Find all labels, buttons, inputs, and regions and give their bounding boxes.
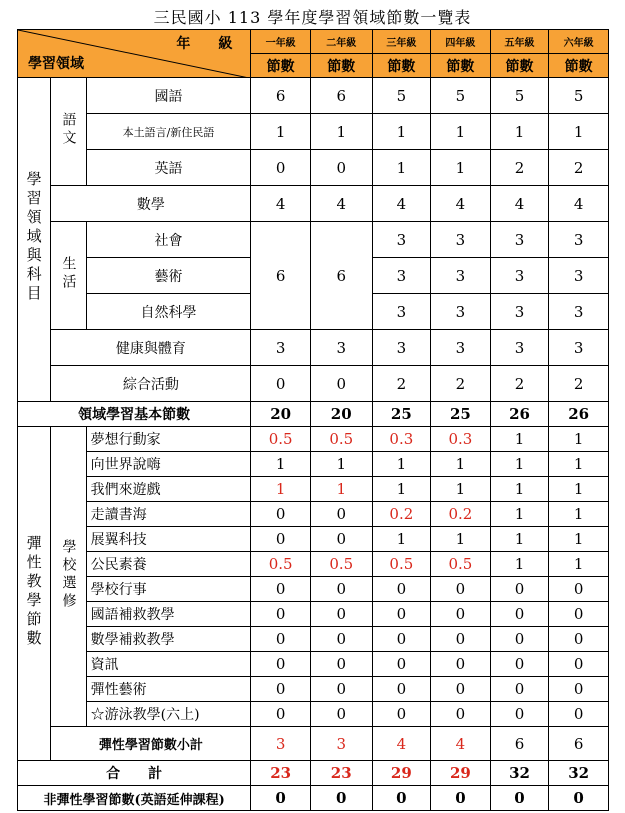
row-flex-3 xyxy=(18,502,609,527)
cell: 26 xyxy=(549,402,609,427)
cell: 2 xyxy=(372,366,431,402)
cell: 0 xyxy=(251,627,311,652)
cell: 0.5 xyxy=(251,552,311,577)
row-flex-1 xyxy=(18,452,609,477)
cell: 1 xyxy=(490,552,549,577)
unit-header-1: 節數 xyxy=(251,54,311,78)
row-zonghe xyxy=(18,366,609,402)
row-bentu xyxy=(18,114,609,150)
cell: 0.5 xyxy=(310,552,372,577)
cell: 0 xyxy=(549,577,609,602)
flex-course-name: 數學補救教學 xyxy=(86,627,251,652)
cell: 0 xyxy=(549,702,609,727)
cell: 0 xyxy=(431,677,491,702)
cell: 0 xyxy=(310,527,372,552)
grand-total-label: 合 計 xyxy=(18,761,251,786)
cell: 1 xyxy=(310,477,372,502)
cell: 1 xyxy=(251,452,311,477)
cell: 0 xyxy=(251,502,311,527)
cell: 0 xyxy=(431,652,491,677)
flex-course-name: 學校行事 xyxy=(86,577,251,602)
cell: 0 xyxy=(372,577,431,602)
cell: 1 xyxy=(549,114,609,150)
flex-course-name: 走讀書海 xyxy=(86,502,251,527)
cell: 5 xyxy=(490,78,549,114)
cell: 0 xyxy=(251,150,311,186)
cell: 3 xyxy=(431,222,491,258)
flex-course-name: 資訊 xyxy=(86,652,251,677)
row-flex-2 xyxy=(18,477,609,502)
cell: 0 xyxy=(549,627,609,652)
cell: 0 xyxy=(310,627,372,652)
cell: 3 xyxy=(490,222,549,258)
cell: 0 xyxy=(310,677,372,702)
page-title: 三民國小 113 學年度學習領域節數一覽表 xyxy=(153,8,472,27)
subject-name: 綜合活動 xyxy=(51,366,251,402)
cell: 3 xyxy=(490,258,549,294)
cell: 0 xyxy=(251,786,311,811)
cell: 5 xyxy=(549,78,609,114)
cell: 0 xyxy=(251,366,311,402)
cell: 0 xyxy=(372,786,431,811)
cell: 3 xyxy=(431,258,491,294)
row-flex-8 xyxy=(18,627,609,652)
grade-4-header: 四年級 xyxy=(431,30,491,54)
cell: 4 xyxy=(372,727,431,761)
cell: 1 xyxy=(490,502,549,527)
cell: 0.5 xyxy=(251,427,311,452)
cell: 6 xyxy=(490,727,549,761)
cell: 0 xyxy=(431,602,491,627)
row-flex-11 xyxy=(18,702,609,727)
flex-course-name: 展翼科技 xyxy=(86,527,251,552)
cell: 3 xyxy=(251,727,311,761)
grade-1-header: 一年級 xyxy=(251,30,311,54)
row-nonflex xyxy=(18,786,609,811)
cell: 1 xyxy=(549,427,609,452)
basic-total-label: 領域學習基本節數 xyxy=(18,402,251,427)
subject-name: 本土語言/新住民語 xyxy=(86,114,251,150)
cell: 3 xyxy=(490,330,549,366)
cell: 1 xyxy=(431,477,491,502)
cell: 4 xyxy=(549,186,609,222)
cell: 6 xyxy=(251,78,311,114)
cell: 0 xyxy=(372,677,431,702)
subject-name: 國語 xyxy=(86,78,251,114)
cell: 20 xyxy=(310,402,372,427)
cell: 1 xyxy=(490,477,549,502)
cell: 0 xyxy=(490,652,549,677)
cell: 1 xyxy=(549,452,609,477)
cell: 0 xyxy=(490,577,549,602)
cell: 0 xyxy=(431,627,491,652)
cell: 1 xyxy=(372,477,431,502)
cell: 0 xyxy=(251,527,311,552)
grade-6-header: 六年級 xyxy=(549,30,609,54)
subject-name: 自然科學 xyxy=(86,294,251,330)
cell: 0 xyxy=(549,786,609,811)
cell: 29 xyxy=(431,761,491,786)
flex-course-name: 我們來遊戲 xyxy=(86,477,251,502)
subject-name: 藝術 xyxy=(86,258,251,294)
cell: 0 xyxy=(431,786,491,811)
cell: 1 xyxy=(431,452,491,477)
cell: 4 xyxy=(372,186,431,222)
cell: 3 xyxy=(310,330,372,366)
flex-course-name: ☆游泳教學(六上) xyxy=(86,702,251,727)
row-flex-7 xyxy=(18,602,609,627)
cell: 1 xyxy=(431,114,491,150)
cell: 20 xyxy=(251,402,311,427)
cell: 1 xyxy=(549,477,609,502)
cell: 0 xyxy=(251,577,311,602)
cell: 3 xyxy=(431,330,491,366)
row-flex-0 xyxy=(18,427,609,452)
school-elective-label: 學校選修 xyxy=(51,427,86,727)
cell: 1 xyxy=(549,527,609,552)
row-flex-6 xyxy=(18,577,609,602)
cell: 6 xyxy=(310,78,372,114)
cell: 1 xyxy=(549,552,609,577)
cell: 0.2 xyxy=(372,502,431,527)
cell: 3 xyxy=(372,258,431,294)
cell: 23 xyxy=(251,761,311,786)
cell: 0 xyxy=(310,150,372,186)
unit-header-5: 節數 xyxy=(490,54,549,78)
cell: 1 xyxy=(310,452,372,477)
cell: 5 xyxy=(431,78,491,114)
cell: 4 xyxy=(490,186,549,222)
row-flex-subtotal xyxy=(18,727,609,761)
row-yingyu xyxy=(18,150,609,186)
schedule-table xyxy=(17,29,609,811)
domain-corner-label: 學習領域 xyxy=(28,56,84,72)
cell: 0 xyxy=(372,702,431,727)
cell: 1 xyxy=(549,502,609,527)
cell: 1 xyxy=(490,527,549,552)
cell: 0 xyxy=(490,627,549,652)
cell: 0.3 xyxy=(372,427,431,452)
cell: 5 xyxy=(372,78,431,114)
cell: 1 xyxy=(372,527,431,552)
grade-corner-label: 年 級 xyxy=(176,36,233,52)
cell: 1 xyxy=(310,114,372,150)
flex-group-label: 彈性教學節數 xyxy=(18,427,51,761)
cell: 0 xyxy=(549,652,609,677)
row-flex-10 xyxy=(18,677,609,702)
row-flex-5 xyxy=(18,552,609,577)
language-label: 語文 xyxy=(51,78,86,186)
cell: 3 xyxy=(549,222,609,258)
cell: 23 xyxy=(310,761,372,786)
header-corner xyxy=(18,30,251,78)
cell: 0 xyxy=(310,702,372,727)
cell: 26 xyxy=(490,402,549,427)
cell: 4 xyxy=(310,186,372,222)
cell: 0 xyxy=(490,702,549,727)
cell: 2 xyxy=(549,150,609,186)
cell: 0 xyxy=(310,786,372,811)
cell: 0 xyxy=(251,652,311,677)
cell: 0 xyxy=(310,577,372,602)
cell: 6 xyxy=(549,727,609,761)
cell: 1 xyxy=(490,114,549,150)
cell: 3 xyxy=(372,222,431,258)
header-row-grades xyxy=(18,30,609,54)
cell: 32 xyxy=(549,761,609,786)
cell: 0 xyxy=(310,502,372,527)
grade-2-header: 二年級 xyxy=(310,30,372,54)
cell: 0 xyxy=(310,602,372,627)
unit-header-6: 節數 xyxy=(549,54,609,78)
row-grand-total xyxy=(18,761,609,786)
row-shehui xyxy=(18,222,609,258)
unit-header-4: 節數 xyxy=(431,54,491,78)
cell: 4 xyxy=(431,727,491,761)
flex-course-name: 彈性藝術 xyxy=(86,677,251,702)
cell: 3 xyxy=(372,294,431,330)
cell: 0 xyxy=(310,652,372,677)
flex-course-name: 國語補救教學 xyxy=(86,602,251,627)
cell: 0 xyxy=(251,702,311,727)
learning-group-label: 學習領域與科目 xyxy=(18,78,51,402)
cell: 0 xyxy=(251,602,311,627)
cell: 0.3 xyxy=(431,427,491,452)
cell: 0.5 xyxy=(372,552,431,577)
cell: 1 xyxy=(431,527,491,552)
row-flex-4 xyxy=(18,527,609,552)
cell: 0 xyxy=(549,677,609,702)
cell: 1 xyxy=(372,452,431,477)
nonflex-label: 非彈性學習節數(英語延伸課程) xyxy=(18,786,251,811)
life-merged-grade-2: 6 xyxy=(310,222,372,330)
cell: 2 xyxy=(431,366,491,402)
cell: 0 xyxy=(372,627,431,652)
cell: 1 xyxy=(251,114,311,150)
cell: 0 xyxy=(431,702,491,727)
cell: 1 xyxy=(372,150,431,186)
flex-course-name: 向世界說嗨 xyxy=(86,452,251,477)
row-basic-total xyxy=(18,402,609,427)
flex-course-name: 公民素養 xyxy=(86,552,251,577)
cell: 3 xyxy=(549,294,609,330)
cell: 0 xyxy=(251,677,311,702)
cell: 0.2 xyxy=(431,502,491,527)
row-guoyu xyxy=(18,78,609,114)
cell: 1 xyxy=(490,427,549,452)
cell: 0.5 xyxy=(431,552,491,577)
unit-header-3: 節數 xyxy=(372,54,431,78)
subject-name: 數學 xyxy=(51,186,251,222)
cell: 3 xyxy=(251,330,311,366)
cell: 0.5 xyxy=(310,427,372,452)
cell: 3 xyxy=(310,727,372,761)
cell: 1 xyxy=(431,150,491,186)
cell: 2 xyxy=(549,366,609,402)
cell: 4 xyxy=(431,186,491,222)
cell: 1 xyxy=(490,452,549,477)
cell: 0 xyxy=(549,602,609,627)
subject-name: 英語 xyxy=(86,150,251,186)
life-merged-grade-1: 6 xyxy=(251,222,311,330)
grade-5-header: 五年級 xyxy=(490,30,549,54)
row-shuxue xyxy=(18,186,609,222)
unit-header-2: 節數 xyxy=(310,54,372,78)
subject-name: 社會 xyxy=(86,222,251,258)
cell: 1 xyxy=(251,477,311,502)
flex-subtotal-label: 彈性學習節數小計 xyxy=(51,727,251,761)
cell: 3 xyxy=(549,258,609,294)
cell: 0 xyxy=(490,602,549,627)
cell: 3 xyxy=(431,294,491,330)
flex-course-name: 夢想行動家 xyxy=(86,427,251,452)
cell: 2 xyxy=(490,366,549,402)
cell: 29 xyxy=(372,761,431,786)
cell: 2 xyxy=(490,150,549,186)
cell: 25 xyxy=(372,402,431,427)
life-label: 生活 xyxy=(51,222,86,330)
cell: 3 xyxy=(372,330,431,366)
cell: 0 xyxy=(310,366,372,402)
cell: 25 xyxy=(431,402,491,427)
grade-3-header: 三年級 xyxy=(372,30,431,54)
row-jiankang xyxy=(18,330,609,366)
cell: 0 xyxy=(431,577,491,602)
cell: 0 xyxy=(372,652,431,677)
cell: 4 xyxy=(251,186,311,222)
cell: 0 xyxy=(490,677,549,702)
cell: 0 xyxy=(490,786,549,811)
subject-name: 健康與體育 xyxy=(51,330,251,366)
cell: 3 xyxy=(490,294,549,330)
cell: 3 xyxy=(549,330,609,366)
cell: 32 xyxy=(490,761,549,786)
cell: 0 xyxy=(372,602,431,627)
row-flex-9 xyxy=(18,652,609,677)
cell: 1 xyxy=(372,114,431,150)
